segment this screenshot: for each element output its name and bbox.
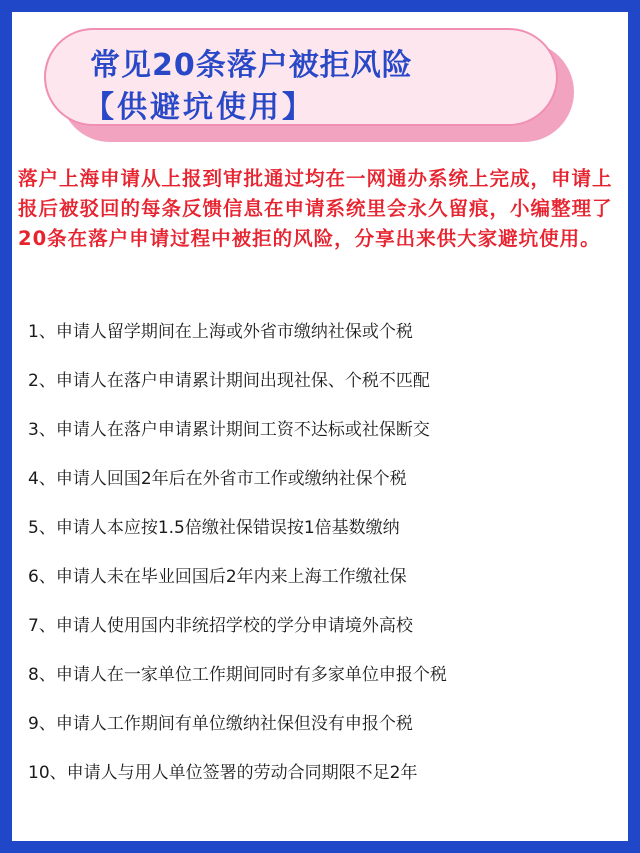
content-card [12,12,628,841]
intro-paragraph: 落户上海申请从上报到审批通过均在一网通办系统上完成，申请上报后被驳回的每条反馈信息在申请系统里会永久留痕，小编整理了20条在落户申请过程中被拒的风险，分享出来供大家避坑使用。 [18,167,613,250]
risk-item-4: 4、申请人回国2年后在外省市工作或缴纳社保个税 [28,469,407,489]
risk-list [28,308,447,798]
page-subtitle: 【供避坑使用】 [84,90,315,125]
risk-item-3: 3、申请人在落户申请累计期间工资不达标或社保断交 [28,420,430,440]
risk-item-2: 2、申请人在落户申请累计期间出现社保、个税不匹配 [28,371,430,391]
risk-item-10: 10、申请人与用人单位签署的劳动合同期限不足2年 [28,763,418,783]
risk-item-7: 7、申请人使用国内非统招学校的学分申请境外高校 [28,616,413,636]
page-title: 常见20条落户被拒风险 [90,48,413,83]
risk-item-9: 9、申请人工作期间有单位缴纳社保但没有申报个税 [28,714,413,734]
risk-item-5: 5、申请人本应按1.5倍缴社保错误按1倍基数缴纳 [28,518,400,538]
risk-item-8: 8、申请人在一家单位工作期间同时有多家单位申报个税 [28,665,447,685]
risk-item-6: 6、申请人未在毕业回国后2年内来上海工作缴社保 [28,567,407,587]
risk-item-1: 1、申请人留学期间在上海或外省市缴纳社保或个税 [28,322,413,342]
